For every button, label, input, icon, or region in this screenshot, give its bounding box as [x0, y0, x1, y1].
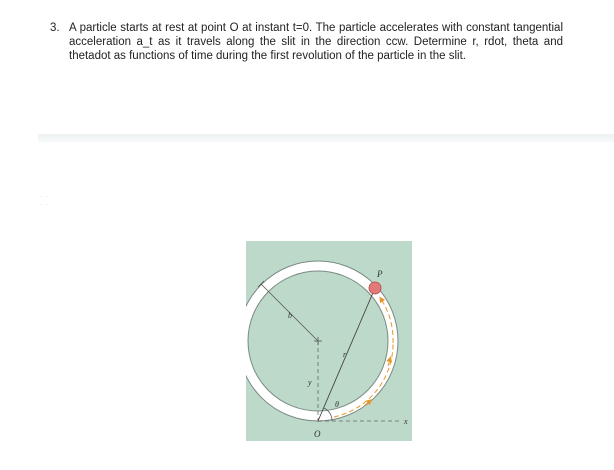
faint-scan-mark: · · · · — [40, 191, 49, 209]
label-b: b — [288, 311, 292, 320]
question-number: 3. — [50, 22, 60, 34]
label-o: O — [314, 429, 321, 439]
label-x: x — [404, 417, 408, 426]
slit-diagram — [246, 241, 412, 441]
question-text: A particle starts at rest at point O at instant t=0. The particle accelerates with constant tangential acceleration a_t as it travels along the slit in the direction ccw. Determine r, rdot, theta and thetadot as functions of time during the first revolution of the particle in the slit. — [69, 22, 563, 62]
slit-figure — [246, 241, 412, 441]
section-divider — [38, 134, 614, 142]
particle-p — [369, 282, 381, 294]
label-p: P — [377, 269, 383, 279]
label-theta: θ — [335, 400, 339, 409]
label-y: y — [308, 378, 312, 387]
label-r: r — [343, 350, 347, 359]
